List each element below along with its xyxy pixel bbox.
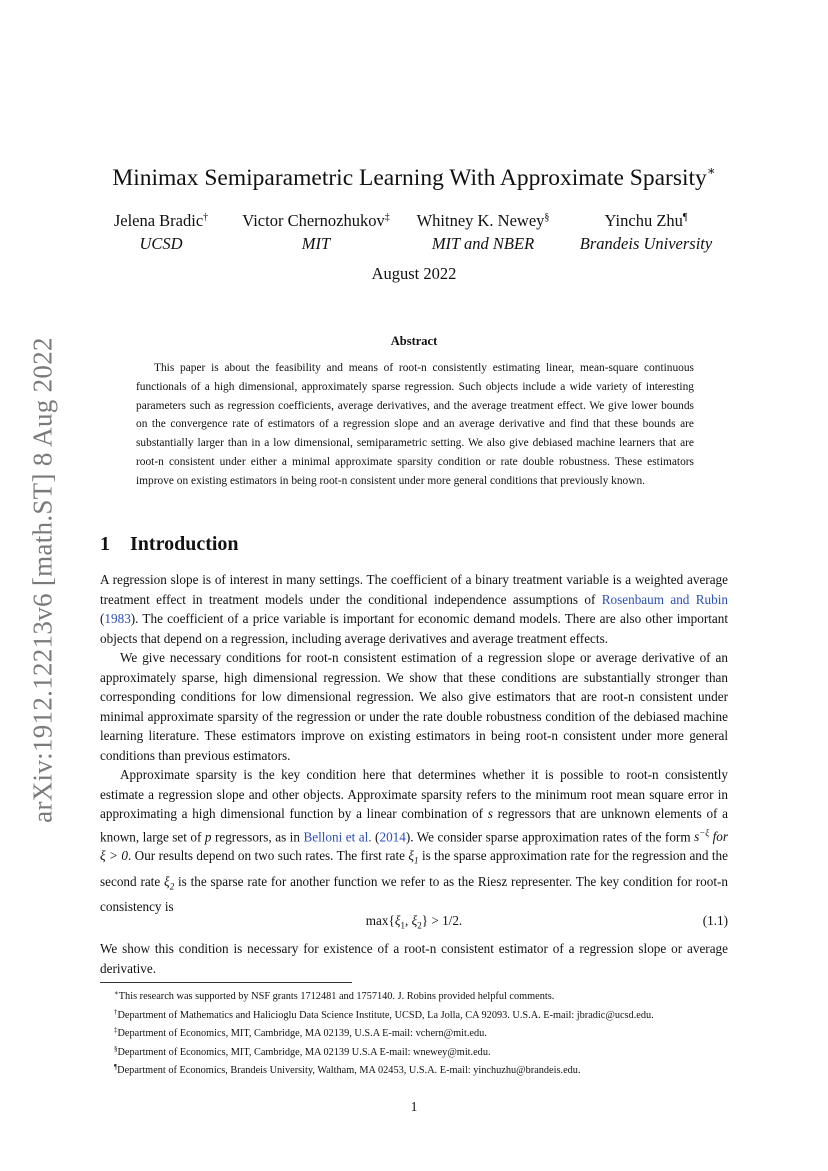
citation-year-link[interactable]: 1983 bbox=[104, 611, 131, 626]
footnote bbox=[114, 1023, 734, 1042]
text-run: is the sparse rate for another function we refer to as the Riesz representer. The key condition for root-n consistency is bbox=[100, 873, 729, 914]
author-name: Victor Chernozhukov bbox=[242, 211, 385, 230]
author-block bbox=[572, 206, 720, 255]
text-run: Approximate sparsity is the key condition here that determines whether it is possible to root-n consistently estimate a regression slope and other objects. Approximate sparsity refers to the minimum root mean square error in approximating a high dimensional function by a linear combination of bbox=[100, 767, 728, 821]
title-footnote-mark: ∗ bbox=[706, 163, 716, 178]
paragraph: We give necessary conditions for root-n consistent estimation of a regression slope or average derivative of an approximately sparse, high dimensional regression. We show that these conditions are substantially stronger than corresponding conditions for low dimensional regression. We also give estimators that are root-n consistent under minimal approximate sparsity of the regression or under the rate double robustness condition of the debiased machine learning literature. These estimators improve on existing estimators in being root-n consistent under more general conditions than previous estimators. bbox=[100, 650, 728, 763]
footnote-mark: ¶ bbox=[114, 1063, 118, 1071]
author-block bbox=[410, 206, 556, 255]
math-rate-form: $s^{-\xi}$ for ξ > 0 bbox=[100, 827, 729, 864]
footnote-mark: § bbox=[114, 1044, 118, 1053]
footnote bbox=[114, 1005, 734, 1024]
abstract-text: This paper is about the feasibility and means of root-n consistently estimating linear, mean-square continuous functionals of a high dimensional, approximately sparse regression. Such objects include a wide variety of interesting parameters such as regression coefficients, average derivatives, and the average treatment effect. We give lower bounds on the convergence rate of estimators of a regression slope and an average derivative and find that these bounds are substantially larger than in a low dimensional, semiparametric setting. We also give debiased machine learners that are root-n consistent under either a minimal approximate sparsity condition or rate double robustness. These estimators improve on existing estimators in being root-n consistent under more general conditions that previously known. bbox=[136, 362, 694, 487]
text-run: ). The coefficient of a price variable is important for economic demand models. There are also other important objects that depend on a regression, including average derivatives and average treatment effects. bbox=[100, 611, 728, 646]
author-affiliation: MIT bbox=[301, 234, 331, 253]
arxiv-identifier: arXiv:1912.12213v6 [math.ST] 8 Aug 2022 bbox=[27, 337, 58, 823]
section-heading bbox=[100, 533, 239, 556]
footnote-text: Department of Economics, MIT, Cambridge, MA 02139 U.S.A E-mail: wnewey@mit.edu. bbox=[117, 1046, 491, 1058]
math-xi1: $\xi_1$ bbox=[408, 848, 419, 867]
footnote-text: Department of Mathematics and Halicioglu Data Science Institute, UCSD, La Jolla, CA 92093. U.S.A. E-mail: jbradic@ucsd.edu. bbox=[117, 1009, 654, 1021]
citation-link[interactable]: Rosenbaum and Rubin bbox=[601, 591, 728, 607]
math-p: p bbox=[204, 828, 212, 844]
author-name: Jelena Bradic bbox=[113, 211, 204, 230]
paragraph: Approximate sparsity is the key condition here that determines whether it is possible to root-n consistently estimate a regression slope and other objects. Approximate sparsity refers to the minimum root mean square error in approximating a high dimensional function by a linear combination of s regressors that are unknown elements of a known, large set of p regressors, as in Belloni et al. (2014). We consider sparse approximation rates of the form $s^{-\xi}$ for ξ > 0. Our results depend on two such rates. The first rate $\xi_1$ is the sparse approximation rate for the regression and the second rate $\xi_2$ is the sparse rate for another function we refer to as the Riesz representer. The key condition for root-n consistency is bbox=[100, 767, 729, 914]
author-affiliation: UCSD bbox=[139, 234, 183, 253]
footnote-mark: † bbox=[114, 1007, 118, 1016]
footnote-text: Department of Economics, Brandeis University, Waltham, MA 02453, U.S.A. E-mail: yinchuzhu@brandeis.edu. bbox=[117, 1065, 581, 1076]
text-run: regressors that are unknown elements of a known, large set of bbox=[100, 806, 729, 844]
text-run: is the sparse approximation rate for the regression and the second rate bbox=[100, 848, 729, 889]
citation-link[interactable]: Belloni et al. bbox=[303, 828, 372, 844]
footnote-text: This research was supported by NSF grants 1712481 and 1757140. J. Robins provided helpful comments. bbox=[118, 991, 555, 1002]
author-footnote-mark: ‡ bbox=[384, 212, 390, 223]
footnote-mark: ‡ bbox=[114, 1026, 118, 1034]
footnote-mark: ∗ bbox=[114, 989, 119, 997]
section-number: 1 bbox=[100, 533, 110, 555]
footnote bbox=[114, 1060, 734, 1079]
citation-year-link[interactable]: 2014 bbox=[379, 828, 406, 844]
author-affiliation: Brandeis University bbox=[579, 234, 713, 253]
author-block bbox=[236, 206, 396, 255]
paper-title-text: Minimax Semiparametric Learning With Approximate Sparsity bbox=[112, 165, 707, 191]
equation-label: (1.1) bbox=[702, 913, 728, 928]
author-footnote-mark: § bbox=[544, 212, 550, 223]
page-number: 1 bbox=[410, 1099, 418, 1114]
text-run: ). We consider sparse approximation rates of the form bbox=[405, 828, 695, 844]
paper-title bbox=[100, 156, 728, 193]
abstract-heading: Abstract bbox=[390, 334, 438, 348]
footnote-divider bbox=[100, 982, 352, 983]
author-footnote-mark: ¶ bbox=[682, 212, 688, 223]
footnote bbox=[114, 986, 734, 1005]
author-name: Whitney K. Newey bbox=[416, 211, 545, 230]
math-xi2: $\xi_2$ bbox=[164, 873, 175, 892]
footnote bbox=[114, 1042, 734, 1061]
footnote-text: Department of Economics, MIT, Cambridge, MA 02139, U.S.A E-mail: vchern@mit.edu. bbox=[117, 1028, 487, 1039]
paragraph: We show this condition is necessary for existence of a root-n consistent estimator of a regression slope or average derivative. bbox=[100, 941, 728, 976]
section-title: Introduction bbox=[130, 533, 239, 555]
text-run: . Our results depend on two such rates. The first rate bbox=[127, 848, 409, 864]
text-run: ( bbox=[100, 611, 105, 626]
math-s: s bbox=[487, 806, 493, 821]
paper-date: August 2022 bbox=[371, 264, 457, 283]
author-affiliation: MIT and NBER bbox=[431, 234, 535, 253]
text-run: regressors, as in bbox=[211, 828, 304, 844]
equation-expression: $\max\{\xi_1$, $\xi_2\} > 1/2$. bbox=[365, 913, 463, 931]
author-block bbox=[106, 206, 216, 255]
author-footnote-mark: † bbox=[203, 212, 209, 223]
paragraph bbox=[100, 570, 728, 648]
body-text bbox=[100, 570, 728, 916]
text-run: A regression slope is of interest in many settings. The coefficient of a binary treatment variable is a weighted average treatment effect in treatment models under the conditional independence assumptions of bbox=[100, 572, 728, 607]
footnotes bbox=[114, 986, 734, 1079]
author-name: Yinchu Zhu bbox=[604, 211, 683, 230]
